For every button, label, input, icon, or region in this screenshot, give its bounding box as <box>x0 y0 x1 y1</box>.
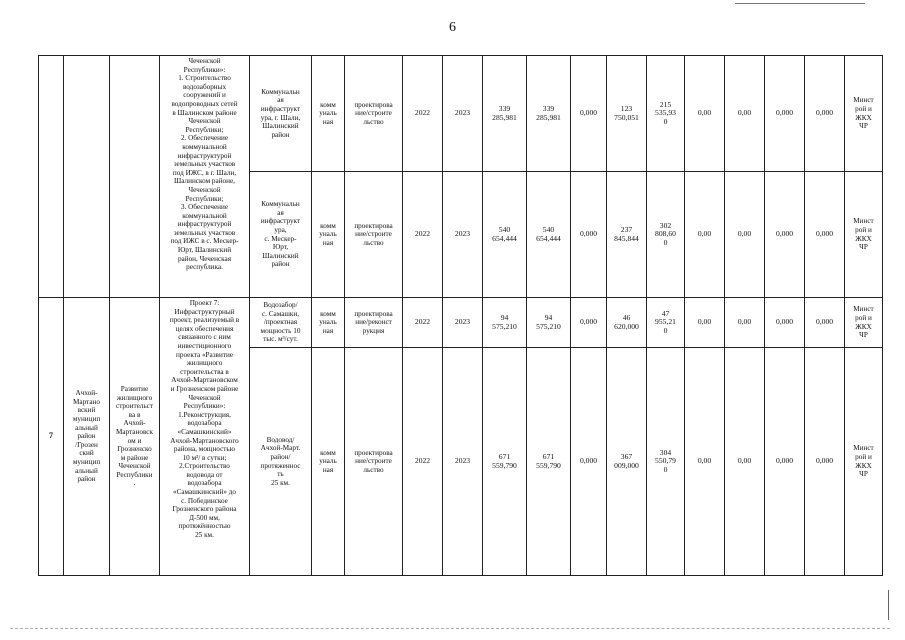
end-year-cell: 2023 <box>443 56 483 172</box>
purpose-cell <box>110 56 160 298</box>
amount-cell: 0,000 <box>765 298 805 348</box>
responsible-org-cell: Минст рой и ЖКХ ЧР <box>845 298 883 348</box>
infra-type-cell: комм уналь ная <box>312 298 345 348</box>
amount-cell: 0,000 <box>765 172 805 298</box>
amount-cell: 0,00 <box>725 348 765 576</box>
amount-2022-cell: 367 009,000 <box>607 348 647 576</box>
amount-cell: 0,000 <box>805 172 845 298</box>
infra-type-cell: комм уналь ная <box>312 56 345 172</box>
row-number-cell: 7 <box>39 298 64 576</box>
amount-2022-cell: 123 750,051 <box>607 56 647 172</box>
work-type-cell: проектирова ние/реконст рукция <box>345 298 403 348</box>
responsible-org-cell: Минст рой и ЖКХ ЧР <box>845 172 883 298</box>
purpose-cell: Развитие жилищного строительст ва в Ачхой- Мартановск ом и Грозненско м районе Чеченской Республики . <box>110 298 160 576</box>
amount-2023-cell: 215 535,93 0 <box>647 56 685 172</box>
amount-cell: 0,000 <box>805 56 845 172</box>
work-type-cell: проектирова ние/строите льство <box>345 348 403 576</box>
scan-artifact-top-line <box>735 3 865 4</box>
amount-cell: 0,00 <box>725 298 765 348</box>
amount-2022-cell: 237 845,844 <box>607 172 647 298</box>
project-description-cell: Проект 7: Инфраструктурный проект, реализуемый в целях обеспечения связанного с ним инвестиционного проекта «Развитие жилищного строительства в Ачхой-Мартановском и Грозненском районе Чеченской Республики»: 1.Реконструкция, водозабора «Самашкинский» Ачхой-Мартановского района, мощностью 10 м³/ в сутки; 2.Строительство водовода от водозабора «Самашкинский» до с. Побединское Грозненского района Д-500 мм, протяжённостью 25 км. <box>160 298 250 576</box>
amount-cell: 0,000 <box>571 56 607 172</box>
object-cell: Коммунальн ая инфраструкт ура, с. Мескер- Юрт, Шалинский район <box>250 172 312 298</box>
end-year-cell: 2023 <box>443 348 483 576</box>
responsible-org-cell: Минст рой и ЖКХ ЧР <box>845 56 883 172</box>
object-cell: Водозабор/ с. Самашки, /проектная мощность 10 тыс. м³/сут. <box>250 298 312 348</box>
page-number: 6 <box>449 20 456 35</box>
project-description-cell: Чеченской Республики»: 1. Строительство водозаборных сооружений и водопроводных сетей в Шалинском районе Чеченской Республики; 2. Обеспечение коммунальной инфраструктурой земельных участков под ИЖС, в г. Шали, Шалинском районе, Чеченской Республики; 3. Обеспечение коммунальной инфраструктурой земельных участков под ИЖС в с. Мескер- Юрт, Шалинский район, Чеченская республика. <box>160 56 250 298</box>
amount-2023-cell: 304 550,79 0 <box>647 348 685 576</box>
total-cost-cell: 94 575,210 <box>483 298 527 348</box>
row-number-cell <box>39 56 64 298</box>
amount-2022-cell: 46 620,000 <box>607 298 647 348</box>
end-year-cell: 2023 <box>443 298 483 348</box>
responsible-org-cell: Минст рой и ЖКХ ЧР <box>845 348 883 576</box>
total-cost-cell: 339 285,981 <box>483 56 527 172</box>
budget-credit-cell: 540 654,444 <box>527 172 571 298</box>
end-year-cell: 2023 <box>443 172 483 298</box>
municipality-cell: Ачхой- Мартано вский муницип альный район /Грозен ский муницип альный район <box>64 298 110 576</box>
total-cost-cell: 671 559,790 <box>483 348 527 576</box>
table-row <box>39 56 883 172</box>
scan-artifact-bottom-line <box>10 628 890 629</box>
investment-projects-table <box>38 55 883 576</box>
object-cell: Водовод/ Ачхой-Март. район/ протяженнос ть 25 км. <box>250 348 312 576</box>
budget-credit-cell: 94 575,210 <box>527 298 571 348</box>
object-cell: Коммунальн ая инфраструкт ура, г. Шали, Шалинский район <box>250 56 312 172</box>
amount-cell: 0,00 <box>685 348 725 576</box>
work-type-cell: проектирова ние/строите льство <box>345 172 403 298</box>
amount-cell: 0,000 <box>765 348 805 576</box>
amount-cell: 0,00 <box>685 56 725 172</box>
municipality-cell <box>64 56 110 298</box>
table-row <box>39 298 883 348</box>
start-year-cell: 2022 <box>403 298 443 348</box>
amount-cell: 0,000 <box>571 172 607 298</box>
amount-2023-cell: 47 955,21 0 <box>647 298 685 348</box>
amount-2023-cell: 302 808,60 0 <box>647 172 685 298</box>
scan-artifact-right-line <box>888 590 889 620</box>
amount-cell: 0,000 <box>571 298 607 348</box>
infra-type-cell: комм уналь ная <box>312 348 345 576</box>
amount-cell: 0,00 <box>725 56 765 172</box>
amount-cell: 0,000 <box>765 56 805 172</box>
amount-cell: 0,000 <box>805 298 845 348</box>
infra-type-cell: комм уналь ная <box>312 172 345 298</box>
budget-credit-cell: 671 559,790 <box>527 348 571 576</box>
amount-cell: 0,00 <box>725 172 765 298</box>
total-cost-cell: 540 654,444 <box>483 172 527 298</box>
amount-cell: 0,00 <box>685 172 725 298</box>
start-year-cell: 2022 <box>403 348 443 576</box>
amount-cell: 0,00 <box>685 298 725 348</box>
amount-cell: 0,000 <box>805 348 845 576</box>
start-year-cell: 2022 <box>403 172 443 298</box>
start-year-cell: 2022 <box>403 56 443 172</box>
work-type-cell: проектирова ние/строите льство <box>345 56 403 172</box>
amount-cell: 0,000 <box>571 348 607 576</box>
budget-credit-cell: 339 285,981 <box>527 56 571 172</box>
